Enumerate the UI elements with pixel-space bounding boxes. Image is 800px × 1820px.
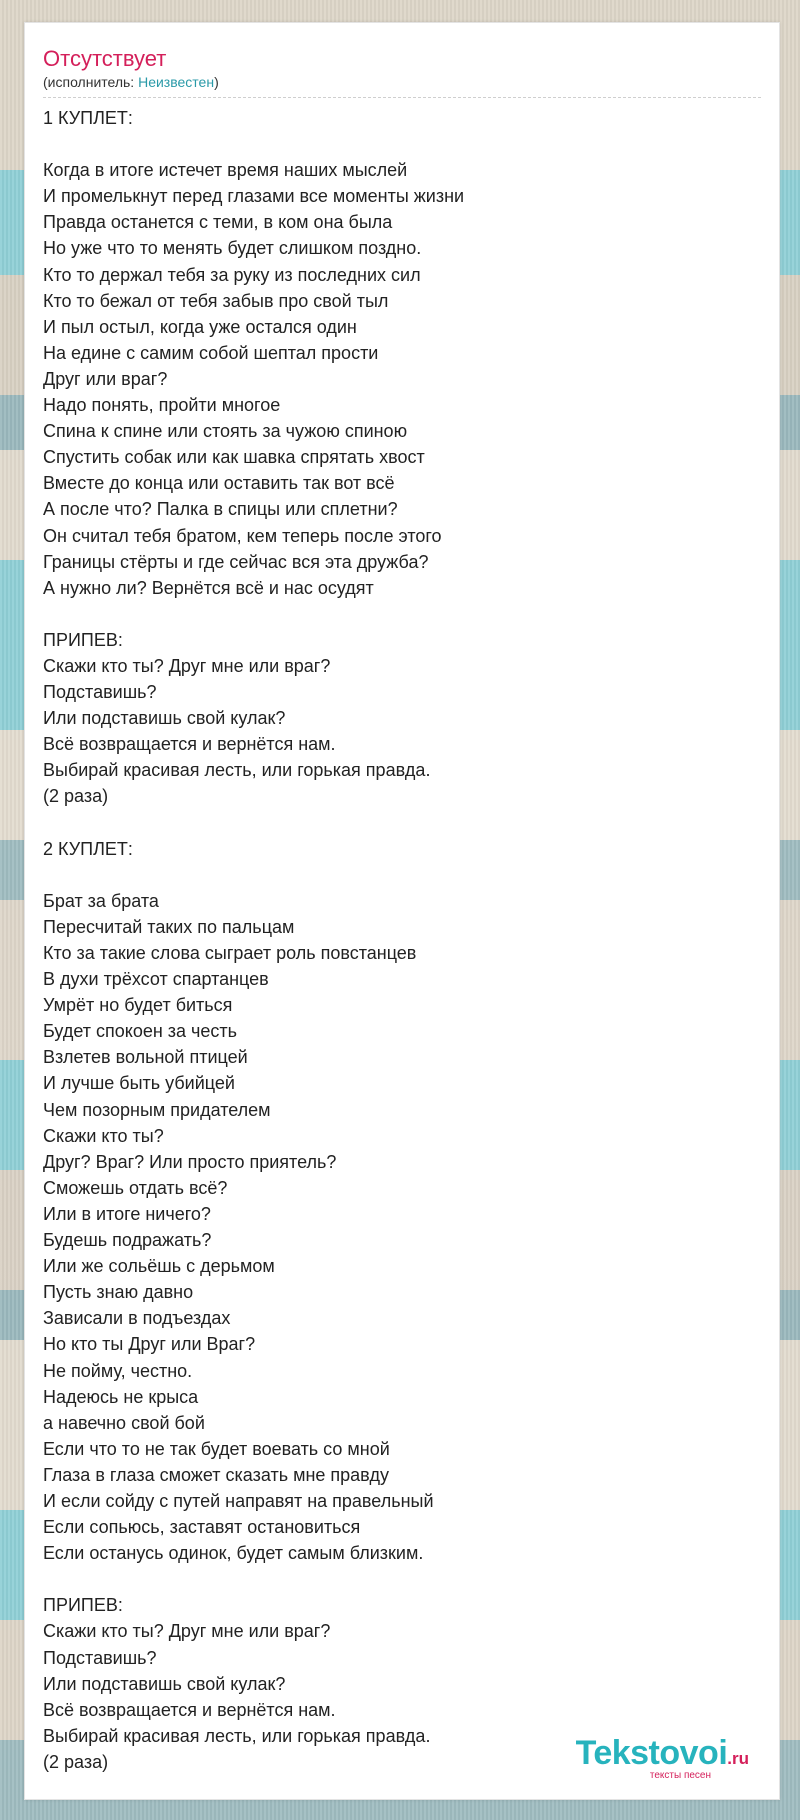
- logo-tld: .ru: [727, 1749, 749, 1768]
- lyrics-card: [24, 22, 780, 1800]
- performer-prefix: (исполнитель:: [43, 74, 139, 90]
- lyric-line: Правда останется с теми, в ком она была: [43, 212, 393, 233]
- lyric-line: Всё возвращается и вернётся нам.: [43, 734, 336, 755]
- lyric-line: Надеюсь не крыса: [43, 1386, 199, 1407]
- lyric-line: 2 КУПЛЕТ:: [43, 838, 133, 859]
- lyric-line: Границы стёрты и где сейчас вся эта дружба?: [43, 551, 429, 572]
- lyric-line: Кто за такие слова сыграет роль повстанцев: [43, 943, 417, 963]
- lyric-line: И промелькнут перед глазами все моменты жизни: [43, 186, 465, 207]
- lyric-line: А нужно ли? Вернётся всё и нас осудят: [43, 577, 374, 598]
- lyric-line: Пересчитай таких по пальцам: [43, 916, 295, 937]
- lyric-line: Или подставишь свой кулак?: [43, 1673, 286, 1694]
- lyric-line: Он считал тебя братом, кем теперь после этого: [43, 525, 442, 546]
- lyric-line: Если что то не так будет воевать со мной: [43, 1438, 390, 1459]
- lyric-line: ПРИПЕВ:: [43, 629, 123, 650]
- song-header: [43, 45, 761, 98]
- song-title: Отсутствует: [43, 46, 167, 71]
- lyric-line: Скажи кто ты? Друг мне или враг?: [43, 655, 331, 676]
- lyric-line: (2 раза): [43, 1751, 109, 1772]
- lyric-line: а навечно свой бой: [43, 1412, 205, 1433]
- lyric-line: Кто то бежал от тебя забыв про свой тыл: [43, 290, 389, 311]
- lyric-line: Надо понять, пройти многое: [43, 395, 281, 416]
- lyric-line: Сможешь отдать всё?: [43, 1177, 228, 1198]
- performer-link[interactable]: Неизвестен: [138, 74, 215, 90]
- lyric-line: [43, 1566, 761, 1592]
- lyric-line: Друг или враг?: [43, 368, 168, 389]
- lyric-line: ПРИПЕВ:: [43, 1595, 123, 1616]
- lyric-line: Пусть знаю давно: [43, 1282, 194, 1303]
- lyric-line: Брат за брата: [43, 890, 159, 911]
- lyric-line: Когда в итоге истечет время наших мыслей: [43, 160, 408, 181]
- lyric-line: Взлетев вольной птицей: [43, 1047, 248, 1068]
- lyric-line: Глаза в глаза сможет сказать мне правду: [43, 1464, 390, 1485]
- lyric-line: Подставишь?: [43, 682, 157, 703]
- lyric-line: Скажи кто ты? Друг мне или враг?: [43, 1621, 331, 1642]
- lyric-line: Но кто ты Друг или Враг?: [43, 1334, 256, 1355]
- lyric-line: Зависали в подъездах: [43, 1308, 231, 1329]
- lyric-line: Будет спокоен за честь: [43, 1021, 238, 1042]
- site-logo[interactable]: [576, 1736, 749, 1781]
- lyric-line: И лучше быть убийцей: [43, 1073, 235, 1094]
- lyric-line: Или в итоге ничего?: [43, 1203, 211, 1224]
- lyric-line: Друг? Враг? Или просто приятель?: [43, 1151, 337, 1172]
- lyric-line: Выбирай красивая лесть, или горькая правда.: [43, 760, 431, 781]
- logo-tagline: тексты песен: [649, 1770, 711, 1781]
- lyric-line: Или подставишь свой кулак?: [43, 708, 286, 729]
- lyric-line: (2 раза): [43, 786, 109, 807]
- lyric-line: Будешь подражать?: [43, 1230, 212, 1251]
- lyric-line: [43, 810, 761, 836]
- lyric-line: Но уже что то менять будет слишком поздно.: [43, 238, 422, 259]
- lyric-line: Спина к спине или стоять за чужою спиною: [43, 421, 408, 442]
- lyric-line: [43, 601, 761, 627]
- lyric-line: Умрёт но будет биться: [43, 995, 233, 1016]
- logo-wordmark: Tekstovoi: [575, 1734, 728, 1772]
- performer-suffix: ): [214, 74, 219, 90]
- lyric-line: Вместе до конца или оставить так вот всё: [43, 473, 395, 494]
- lyric-line: Чем позорным придателем: [43, 1099, 271, 1120]
- lyric-line: Если останусь одинок, будет самым близким.: [43, 1543, 424, 1564]
- lyric-line: Кто то держал тебя за руку из последних сил: [43, 264, 421, 285]
- lyric-line: А после что? Палка в спицы или сплетни?: [43, 499, 398, 520]
- lyric-line: На едине с самим собой шептал прости: [43, 342, 379, 363]
- lyric-line: Спустить собак или как шавка спрятать хвост: [43, 447, 425, 468]
- lyric-line: [43, 862, 761, 888]
- lyric-line: 1 КУПЛЕТ:: [43, 108, 133, 128]
- lyric-line: Всё возвращается и вернётся нам.: [43, 1699, 336, 1720]
- lyric-line: [43, 131, 761, 157]
- lyric-line: В духи трёхсот спартанцев: [43, 969, 269, 990]
- lyric-line: Выбирай красивая лесть, или горькая правда.: [43, 1725, 431, 1746]
- lyrics-text: [43, 105, 761, 1775]
- lyric-line: Скажи кто ты?: [43, 1125, 164, 1146]
- lyric-line: И если сойду с путей направят на правельный: [43, 1490, 434, 1511]
- lyric-line: Подставишь?: [43, 1647, 157, 1668]
- lyric-line: И пыл остыл, когда уже остался один: [43, 316, 357, 337]
- lyric-line: Если сопьюсь, заставят остановиться: [43, 1517, 361, 1538]
- performer-line: [43, 73, 761, 91]
- lyric-line: Не пойму, честно.: [43, 1360, 193, 1381]
- lyric-line: Или же сольёшь с дерьмом: [43, 1256, 275, 1277]
